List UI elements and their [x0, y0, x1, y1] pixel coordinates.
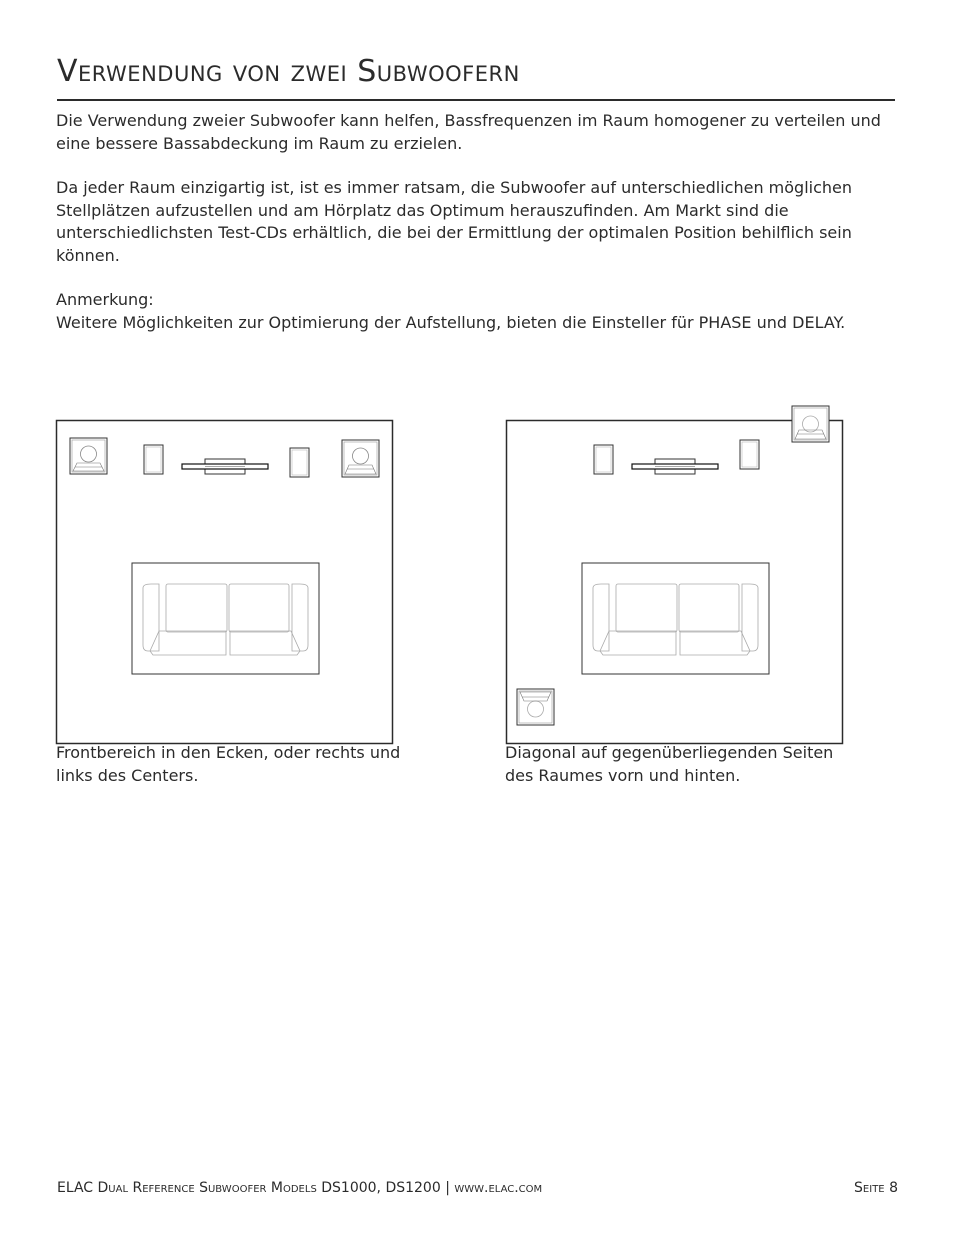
placement-paragraph: Da jeder Raum einzigartig ist, ist es immer ratsam, die Subwoofer auf unterschiedlichen möglichen Stellplätzen aufzustellen und am Hörplatz das Optimum herauszufinden. Am Markt sind die unterschiedlichsten Test-CDs erhältlich, die bei der Ermittlung der optimalen Position behilflich sein können. — [56, 178, 853, 265]
diagram-front-corners — [55, 419, 395, 747]
caption-diagonal: Diagonal auf gegenüberliegenden Seiten des Raumes vorn und hinten. — [505, 743, 834, 785]
speaker-icon — [740, 440, 759, 469]
speaker-icon — [290, 448, 309, 477]
sofa-icon — [582, 563, 769, 674]
note-block — [56, 289, 906, 334]
subwoofer-icon — [517, 689, 554, 725]
page-title: Verwendung von zwei Subwoofern — [57, 54, 520, 89]
title-divider — [57, 99, 895, 101]
page-footer — [57, 1180, 898, 1196]
intro-paragraph: Die Verwendung zweier Subwoofer kann helfen, Bassfrequenzen im Raum homogener zu verteilen und eine bessere Bassabdeckung im Raum zu erzielen. — [56, 111, 881, 153]
footer-document-title: ELAC Dual Reference Subwoofer Models DS1000, DS1200 | www.elac.com — [57, 1180, 543, 1196]
subwoofer-icon — [792, 406, 829, 442]
speaker-icon — [144, 445, 163, 474]
note-text: Weitere Möglichkeiten zur Optimierung der Aufstellung, bieten die Einsteller für PHASE und DELAY. — [56, 312, 846, 332]
sofa-icon — [132, 563, 319, 674]
caption-front-corners: Frontbereich in den Ecken, oder rechts und links des Centers. — [56, 743, 401, 785]
subwoofer-icon — [70, 438, 107, 474]
note-label: Anmerkung: — [56, 290, 154, 309]
diagram-diagonal — [505, 404, 845, 747]
speaker-icon — [594, 445, 613, 474]
subwoofer-icon — [342, 440, 379, 477]
footer-page-number: Seite 8 — [854, 1180, 898, 1196]
